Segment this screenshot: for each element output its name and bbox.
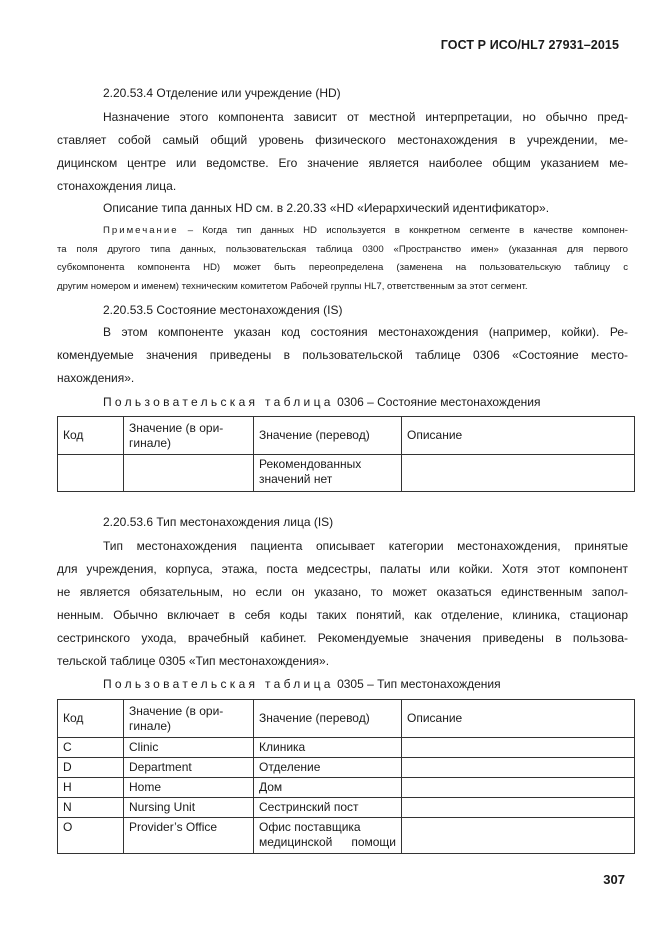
note-line: – Когда тип данных HD используется в конкретном сегменте в качестве компонен- [187, 225, 628, 236]
cell-description [402, 778, 635, 798]
cell-original: Department [124, 758, 254, 778]
column-header: Значение (в ори-гинале) [124, 417, 254, 455]
table-header-row [58, 417, 635, 455]
table-0306 [57, 416, 635, 492]
cell-original: Clinic [124, 738, 254, 758]
table-header-row [58, 700, 635, 738]
column-header: Описание [402, 417, 635, 455]
cell-code: H [58, 778, 124, 798]
text-line: Назначение этого компонента зависит от местной интерпретации, но обычно пред- [103, 110, 628, 124]
note-line: субкомпонента компонента HD) может быть переопределена (заменена на пользовательскую таблицу с [57, 262, 628, 273]
caption-label: Пользовательская таблица [103, 677, 334, 691]
section-heading-is: 2.20.53.5 Состояние местонахождения (IS) [103, 303, 343, 317]
text-line: Тип местонахождения пациента описывает категории местонахождения, принятые [103, 539, 628, 553]
cell-description [402, 758, 635, 778]
text-line: для учреждения, корпуса, этажа, поста медсестры, палаты или койки. Хотя этот компонент [57, 562, 628, 576]
text-line: комендуемые значения приведены в пользовательской таблице 0306 «Состояние место- [57, 348, 628, 362]
table-row [58, 778, 635, 798]
page-number: 307 [603, 872, 625, 887]
document-header: ГОСТ Р ИСО/HL7 27931–2015 [440, 38, 619, 52]
column-header: Код [58, 417, 124, 455]
column-header: Значение (перевод) [254, 417, 402, 455]
table-caption-0305 [103, 677, 501, 691]
type-description: Описание типа данных HD см. в 2.20.33 «HD «Иерархический идентификатор». [103, 201, 550, 215]
cell-description [402, 455, 635, 492]
caption-title: 0305 – Тип местонахождения [337, 677, 501, 691]
paragraph-hd [57, 106, 628, 198]
table-row [58, 758, 635, 778]
text-line: ненным. Обычно включает в себя коды таких понятий, как отделение, клиника, стационар [57, 608, 628, 622]
cell-description [402, 818, 635, 854]
cell-translation: Дом [254, 778, 402, 798]
text-line: ставляет собой самый общий уровень физического местонахождения в учреждении, ме- [57, 133, 628, 147]
cell-description [402, 738, 635, 758]
text-line: нахождения». [57, 371, 135, 385]
paragraph-is [57, 321, 628, 390]
cell-description [402, 798, 635, 818]
table-row [58, 798, 635, 818]
section-heading-hd: 2.20.53.4 Отделение или учреждение (HD) [103, 86, 341, 100]
column-header: Описание [402, 700, 635, 738]
table-row [58, 738, 635, 758]
cell-code [58, 455, 124, 492]
column-header: Значение (перевод) [254, 700, 402, 738]
cell-original: Nursing Unit [124, 798, 254, 818]
cell-translation: Офис поставщика медицинской помощи [254, 818, 402, 854]
cell-original: Home [124, 778, 254, 798]
section-heading-type: 2.20.53.6 Тип местонахождения лица (IS) [103, 515, 334, 529]
paragraph-type [57, 535, 628, 673]
text-line: дицинском центре или ведомстве. Его значение является наиболее общим указанием ме- [57, 156, 628, 170]
text-line: В этом компоненте указан код состояния местонахождения (например, койки). Ре- [103, 325, 628, 339]
caption-label: Пользовательская таблица [103, 395, 334, 409]
table-row [58, 455, 635, 492]
text-line: стонахождения лица. [57, 179, 177, 193]
cell-translation: Сестринский пост [254, 798, 402, 818]
column-header: Значение (в ори-гинале) [124, 700, 254, 738]
cell-code: N [58, 798, 124, 818]
cell-translation: Клиника [254, 738, 402, 758]
cell-code: D [58, 758, 124, 778]
cell-translation: Отделение [254, 758, 402, 778]
cell-original [124, 455, 254, 492]
text-line: не является обязательным, но если он указано, то может оказаться единственным запол- [57, 585, 628, 599]
text-line: тельской таблице 0305 «Тип местонахождения». [57, 654, 330, 668]
table-row [58, 818, 635, 854]
cell-translation: Рекомендованных значений нет [254, 455, 402, 492]
table-caption-0306 [103, 395, 541, 409]
note-label: Примечание [103, 225, 179, 236]
caption-title: 0306 – Состояние местонахождения [337, 395, 541, 409]
column-header: Код [58, 700, 124, 738]
cell-code: C [58, 738, 124, 758]
table-0305 [57, 699, 635, 854]
note-line: другим номером и именем) техническим комитетом Рабочей группы HL7, ответственным за этот сегмент. [57, 280, 528, 292]
note-block [57, 222, 628, 296]
cell-code: O [58, 818, 124, 854]
note-line: та поля другого типа данных, пользовательская таблица 0300 «Пространство имен» (указанная для первого [57, 243, 628, 255]
cell-original: Provider’s Office [124, 818, 254, 854]
text-line: сестринского ухода, врачебный кабинет. Рекомендуемые значения приведены в пользова- [57, 631, 628, 645]
